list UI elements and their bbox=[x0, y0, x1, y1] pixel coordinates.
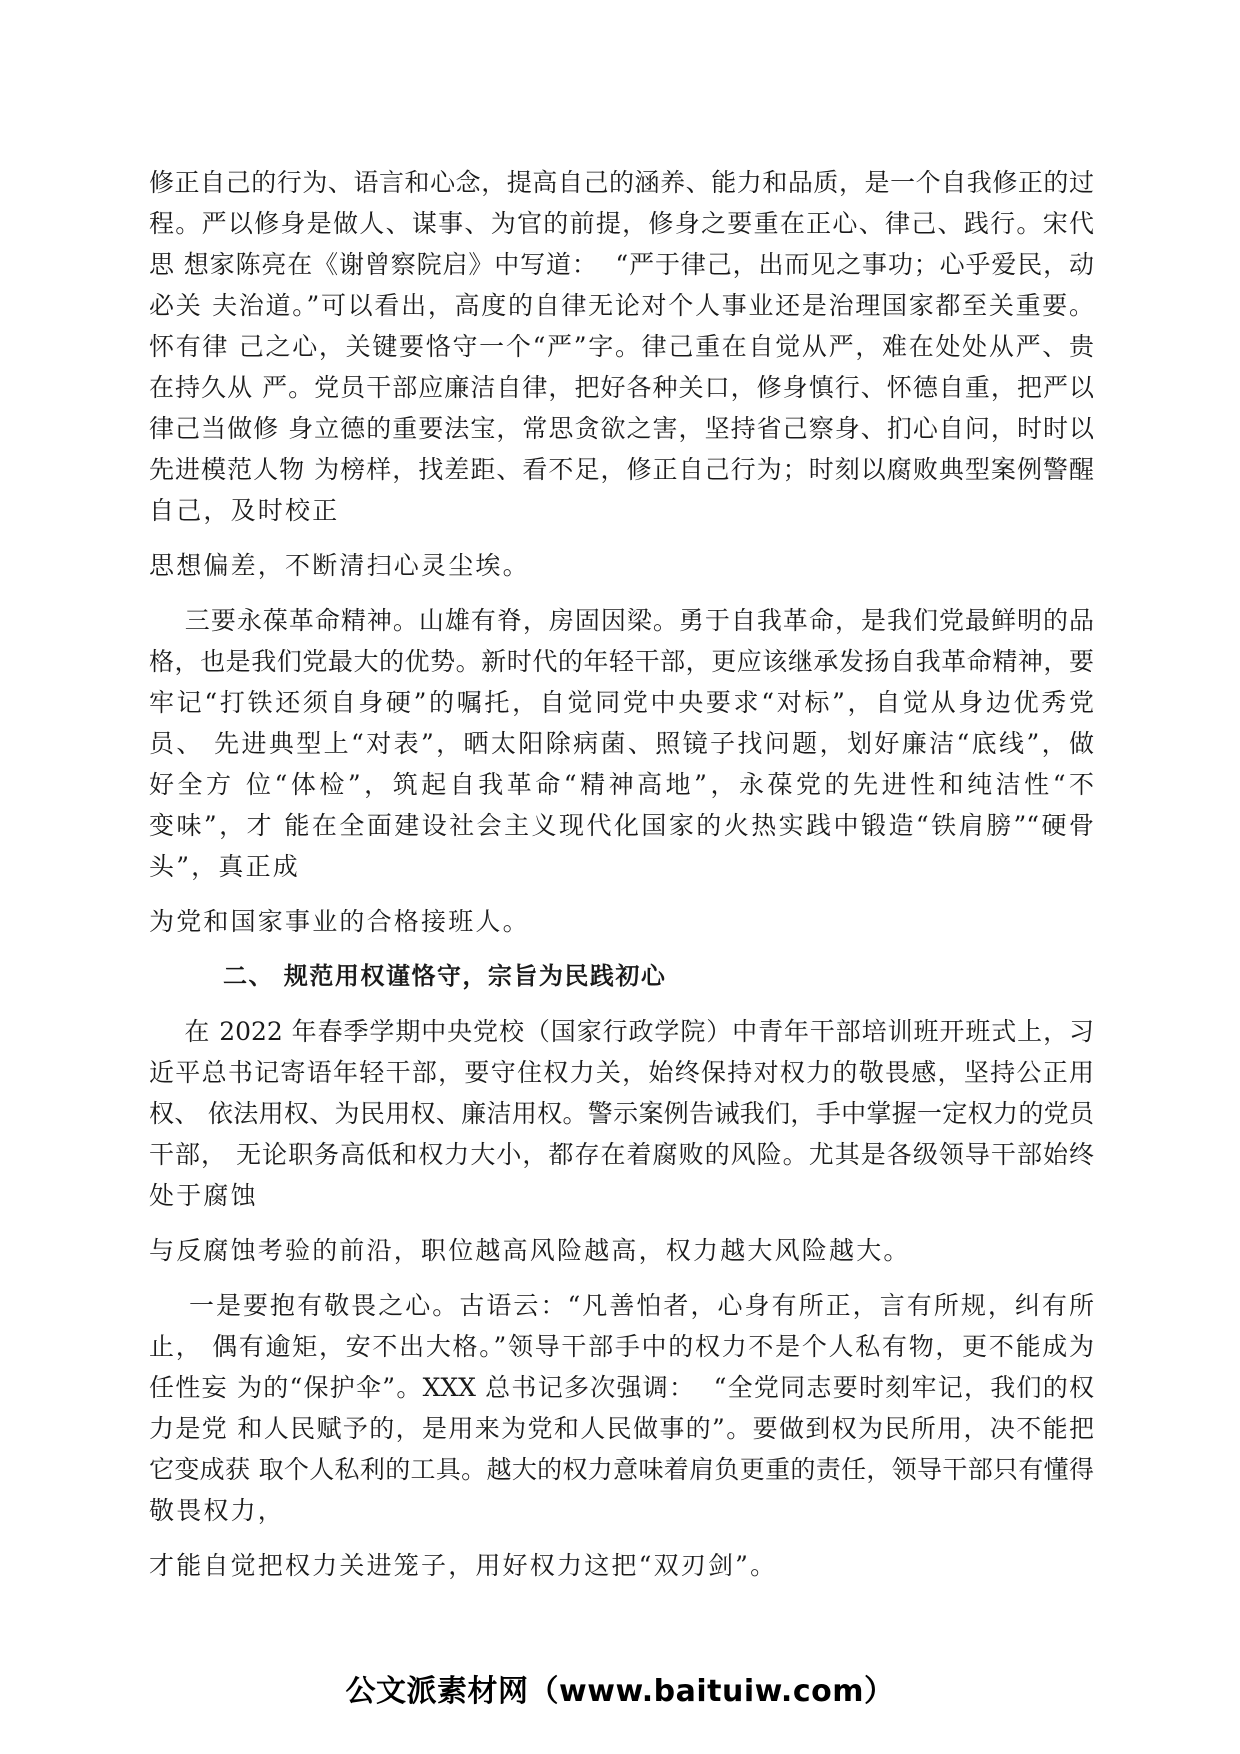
text-line: 干部， 无论职务高低和权力大小，都存在着腐败的风险。尤其是各级领导干部始终 bbox=[149, 1140, 1094, 1169]
text-line: 思 想家陈亮在《谢曾察院启》中写道： “严于律己，出而见之事功；心乎爱民，动 bbox=[149, 250, 1094, 279]
text-line: 任性妄 为的“保护伞”。XXX 总书记多次强调： “全党同志要时刻牢记，我们的权 bbox=[149, 1373, 1094, 1402]
text-line: 变味”，才 能在全面建设社会主义现代化国家的火热实践中锻造“铁肩膀”“硬骨 bbox=[149, 811, 1094, 840]
text-line: 格，也是我们党最大的优势。新时代的年轻干部，更应该继承发扬自我革命精神，要 bbox=[149, 647, 1094, 676]
paragraph-start-line: 在 2022 年春季学期中央党校（国家行政学院）中青年干部培训班开班式上，习 bbox=[149, 1017, 1094, 1046]
text-line: 自己，及时校正 bbox=[149, 496, 340, 525]
text-line: 程。严以修身是做人、谋事、为官的前提，修身之要重在正心、律己、践行。宋代 bbox=[149, 209, 1094, 238]
text-line: 思想偏差，不断清扫心灵尘埃。 bbox=[149, 551, 530, 580]
text-line: 先进模范人物 为榜样，找差距、看不足，修正自己行为；时刻以腐败典型案例警醒 bbox=[149, 455, 1094, 484]
text-line: 修正自己的行为、语言和心念，提高自己的涵养、能力和品质，是一个自我修正的过 bbox=[149, 168, 1094, 197]
text-line: 权、 依法用权、为民用权、廉洁用权。警示案例告诫我们，手中掌握一定权力的党员 bbox=[149, 1099, 1094, 1128]
text-line: 必关 夫治道。”可以看出，高度的自律无论对个人事业还是治理国家都至关重要。 bbox=[149, 291, 1094, 320]
text-line: 怀有律 己之心，关键要恪守一个“严”字。律己重在自觉从严，难在处处从严、贵 bbox=[149, 332, 1094, 361]
footer-watermark: 公文派素材网（www.baituiw.com） bbox=[345, 1674, 895, 1709]
text-line: 为党和国家事业的合格接班人。 bbox=[149, 907, 530, 936]
text-line: 止， 偶有逾矩，安不出大格。”领导干部手中的权力不是个人私有物，更不能成为 bbox=[149, 1332, 1094, 1361]
text-line: 近平总书记寄语年轻干部，要守住权力关，始终保持对权力的敬畏感，坚持公正用 bbox=[149, 1058, 1094, 1087]
text-line: 好全方 位“体检”，筑起自我革命“精神高地”，永葆党的先进性和纯洁性“不 bbox=[149, 770, 1094, 799]
text-line: 力是党 和人民赋予的，是用来为党和人民做事的”。要做到权为民所用，决不能把 bbox=[149, 1414, 1094, 1443]
text-line: 敬畏权力， bbox=[149, 1496, 286, 1525]
text-line: 头”，真正成 bbox=[149, 852, 300, 881]
section-heading: 二、 规范用权谨恪守，宗旨为民践初心 bbox=[223, 962, 667, 990]
text-line: 它变成获 取个人私利的工具。越大的权力意味着肩负更重的责任，领导干部只有懂得 bbox=[149, 1455, 1094, 1484]
text-line: 律己当做修 身立德的重要法宝，常思贪欲之害，坚持省己察身、扪心自问，时时以 bbox=[149, 414, 1094, 443]
text-line: 牢记“打铁还须自身硬”的嘱托，自觉同党中央要求“对标”，自觉从身边优秀党 bbox=[149, 688, 1094, 717]
text-line: 员、 先进典型上“对表”，晒太阳除病菌、照镜子找问题，划好廉洁“底线”，做 bbox=[149, 729, 1094, 758]
text-line: 与反腐蚀考验的前沿，职位越高风险越高，权力越大风险越大。 bbox=[149, 1236, 911, 1265]
paragraph-start-line: 一是要抱有敬畏之心。古语云：“凡善怕者，心身有所正，言有所规，纠有所 bbox=[149, 1291, 1094, 1320]
text-line: 在持久从 严。党员干部应廉洁自律，把好各种关口，修身慎行、怀德自重，把严以 bbox=[149, 373, 1094, 402]
text-line: 处于腐蚀 bbox=[149, 1181, 258, 1210]
paragraph-start-line: 三要永葆革命精神。山雄有脊，房固因梁。勇于自我革命，是我们党最鲜明的品 bbox=[149, 606, 1094, 635]
document-body bbox=[149, 162, 1094, 1586]
text-line: 才能自觉把权力关进笼子，用好权力这把“双刃剑”。 bbox=[149, 1551, 778, 1580]
